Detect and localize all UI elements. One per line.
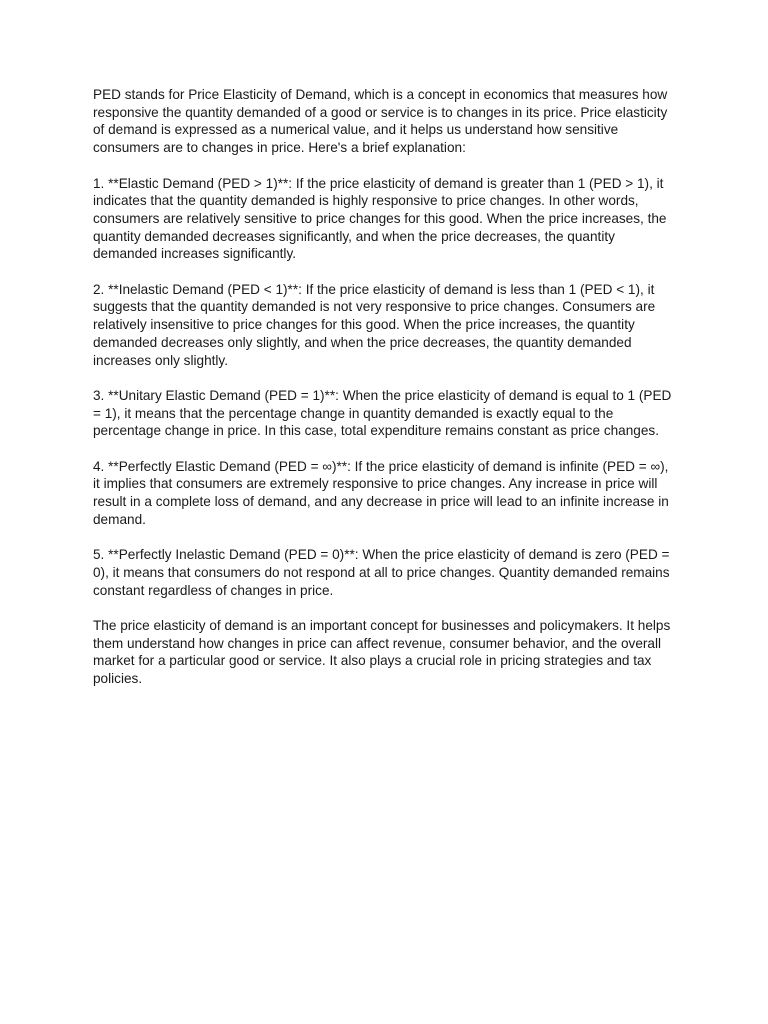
perfectly-inelastic-demand-paragraph: 5. **Perfectly Inelastic Demand (PED = 0)**: When the price elasticity of demand is zero (PED = 0), it means that consumers do not respond at all to price changes. Quantity demanded remains constant regardless of changes in price.: [93, 547, 670, 598]
document-body: [93, 86, 678, 706]
inelastic-demand-paragraph: 2. **Inelastic Demand (PED < 1)**: If the price elasticity of demand is less than 1 (PED < 1), it suggests that the quantity demanded is not very responsive to price changes. Consumers are relatively insensitive to price changes for this good. When the price increases, the quantity demanded decreases only slightly, and when the price decreases, the quantity demanded increases only slightly.: [93, 281, 656, 368]
elastic-demand-paragraph: 1. **Elastic Demand (PED > 1)**: If the price elasticity of demand is greater than 1 (PED > 1), it indicates that the quantity demanded is highly responsive to price changes. In other words, consumers are relatively sensitive to price changes for this good. When the price increases, the quantity demanded decreases significantly, and when the price decreases, the quantity demanded increases significantly.: [93, 175, 667, 262]
intro-paragraph: PED stands for Price Elasticity of Demand, which is a concept in economics that measures how responsive the quantity demanded of a good or service is to changes in its price. Price elasticity of demand is expressed as a numerical value, and it helps us understand how sensitive consumers are to changes in price. Here's a brief explanation:: [93, 87, 668, 156]
conclusion-paragraph: The price elasticity of demand is an important concept for businesses and policymakers. It helps them understand how changes in price can affect revenue, consumer behavior, and the overall market for a particular good or service. It also plays a crucial role in pricing strategies and tax policies.: [93, 618, 671, 687]
unitary-elastic-demand-paragraph: 3. **Unitary Elastic Demand (PED = 1)**: When the price elasticity of demand is equal to 1 (PED = 1), it means that the percentage change in quantity demanded is exactly equal to the percentage change in price. In this case, total expenditure remains constant as price changes.: [93, 387, 672, 439]
perfectly-elastic-demand-paragraph: 4. **Perfectly Elastic Demand (PED = ∞)**: If the price elasticity of demand is infinite (PED = ∞), it implies that consumers are extremely responsive to price changes. Any increase in price will result in a complete loss of demand, and any decrease in price will lead to an infinite increase in demand.: [93, 458, 669, 527]
